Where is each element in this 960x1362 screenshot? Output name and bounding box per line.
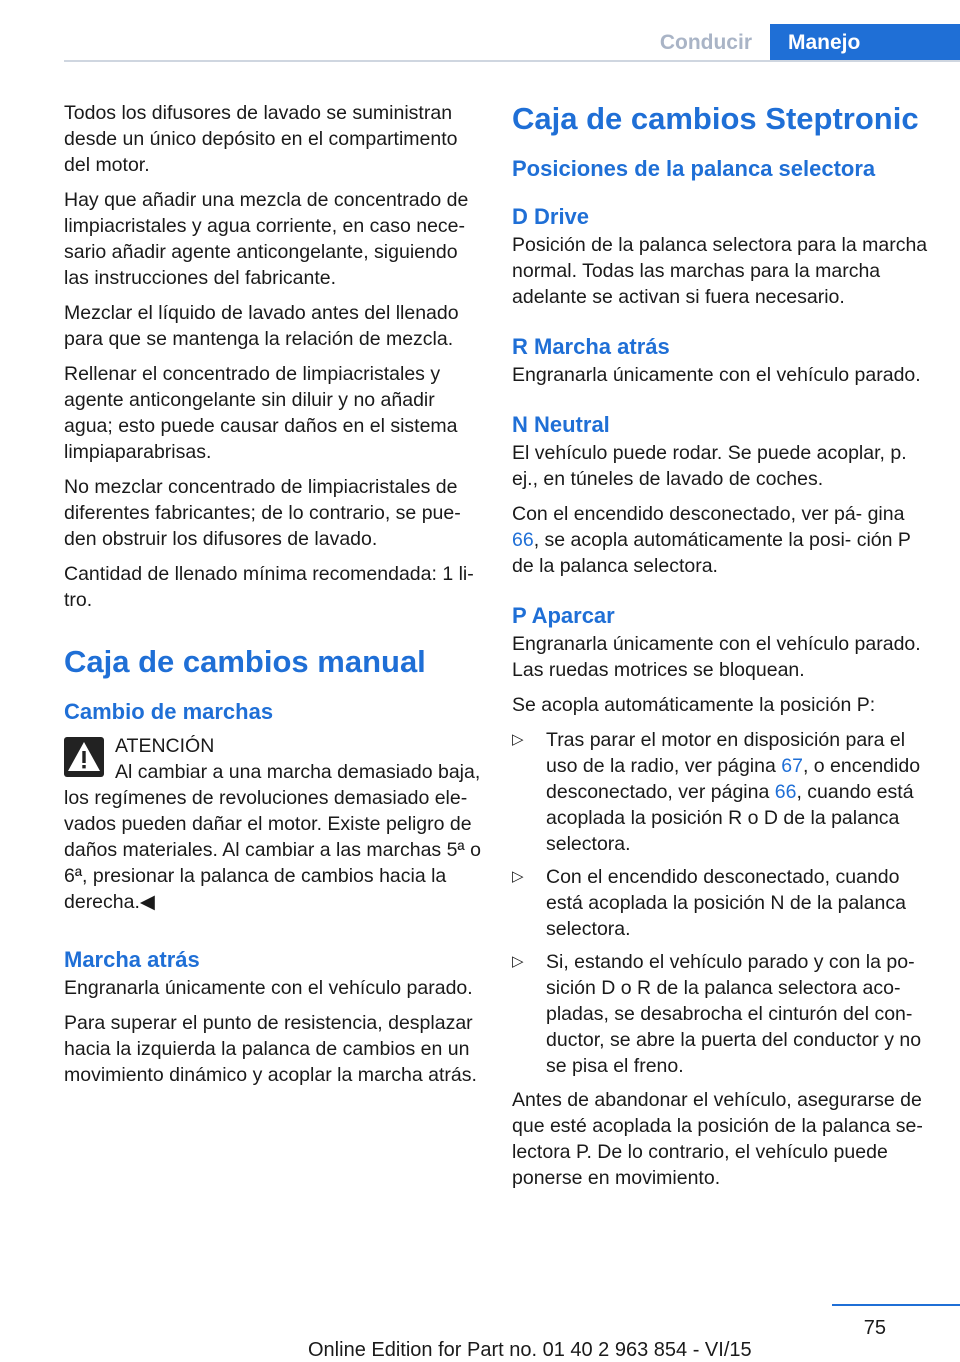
subsection-title: Posiciones de la palanca selectora	[512, 156, 876, 181]
paragraph: Antes de abandonar el vehículo, asegurarse de que esté acoplada la posición de la palanca se- lectora P. De lo contrario, el vehículo puede ponerse en movimiento.	[512, 1089, 923, 1189]
section-header	[642, 24, 960, 61]
warning-text: Al cambiar a una marcha demasiado baja, los regímenes de revoluciones demasiado ele- vados pueden dañar el motor. Existe peligro de daños materiales. Al cambiar a las marchas 5ª o 6ª, presionar la palanca de cambios hacia la derecha.◀	[64, 761, 481, 913]
list-item	[512, 727, 930, 857]
gear-title-p: P Aparcar	[512, 603, 615, 628]
subsection-title: Marcha atrás	[64, 947, 200, 972]
gear-title-r: R Marcha atrás	[512, 334, 670, 359]
text: Con el encendido desconectado, ver pá- gina	[512, 503, 905, 525]
paragraph: Todos los difusores de lavado se suministran desde un único depósito en el compartimento del motor.	[64, 102, 458, 176]
tab-manejo[interactable]: Manejo	[770, 24, 960, 61]
paragraph: Hay que añadir una mezcla de concentrado de limpiacristales y agua corriente, en caso nece- sario añadir agente anticongelante, siguiendo las instrucciones del fabricante.	[64, 189, 469, 289]
left-column	[64, 100, 482, 1097]
paragraph: Cantidad de llenado mínima recomendada: 1 li- tro.	[64, 563, 474, 611]
bullet-triangle-icon: ▷	[512, 953, 524, 970]
bullet-triangle-icon: ▷	[512, 731, 524, 748]
paragraph	[512, 501, 930, 579]
list-item	[512, 949, 930, 1079]
paragraph: Mezclar el líquido de lavado antes del llenado para que se mantenga la relación de mezcla.	[64, 302, 459, 350]
paragraph: El vehículo puede rodar. Se puede acoplar, p. ej., en túneles de lavado de coches.	[512, 442, 907, 490]
right-column	[512, 100, 930, 1200]
warning-icon	[64, 737, 104, 777]
section-title: Caja de cambios manual	[64, 644, 426, 679]
page-link[interactable]: 66	[774, 781, 797, 803]
header-divider	[64, 60, 960, 62]
text: , se acopla automáticamente la posi- ción P de la palanca selectora.	[512, 529, 911, 577]
bullet-triangle-icon: ▷	[512, 868, 524, 885]
warning-title: ATENCIÓN	[115, 735, 215, 757]
edition-footer: Online Edition for Part no. 01 40 2 963 854 - VI/15	[308, 1339, 752, 1361]
paragraph: No mezclar concentrado de limpiacristales de diferentes fabricantes; de lo contrario, se pue- den obstruir los difusores de lavado.	[64, 476, 461, 550]
bullet-list	[512, 727, 930, 1079]
paragraph: Rellenar el concentrado de limpiacristales y agente anticongelante sin diluir y no añadir agua; esto puede causar daños en el sistema limpiaparabrisas.	[64, 363, 458, 463]
paragraph: Posición de la palanca selectora para la marcha normal. Todas las marchas para la marcha adelante se activan si fuera necesario.	[512, 234, 928, 308]
warning-block	[64, 733, 482, 759]
page-number: 75	[863, 1317, 886, 1339]
text: Si, estando el vehículo parado y con la po- sición D o R de la palanca selectora aco- pladas, se desabrocha el cinturón del con- ductor, se abre la puerta del conductor y no se pisa el freno.	[546, 951, 922, 1077]
subsection-title: Cambio de marchas	[64, 699, 274, 724]
text: Tras parar el motor en disposición para el uso de la radio, ver página	[546, 729, 906, 777]
text: Con el encendido desconectado, cuando está acoplada la posición N de la palanca selectora.	[546, 866, 906, 940]
text: , o encendido desconectado, ver página	[546, 755, 921, 803]
paragraph: Engranarla únicamente con el vehículo parado.	[64, 977, 473, 999]
page-link[interactable]: 66	[512, 529, 534, 551]
paragraph: Engranarla únicamente con el vehículo parado. Las ruedas motrices se bloquean.	[512, 633, 921, 681]
text: , cuando está acoplada la posición R o D de la palanca selectora.	[546, 781, 914, 855]
paragraph: Para superar el punto de resistencia, desplazar hacia la izquierda la palanca de cambios en un movimiento dinámico y acoplar la marcha atrás.	[64, 1012, 477, 1086]
gear-title-d: D Drive	[512, 204, 590, 229]
list-item	[512, 864, 930, 942]
gear-title-n: N Neutral	[512, 412, 610, 437]
paragraph: Se acopla automáticamente la posición P:	[512, 694, 876, 716]
section-title: Caja de cambios Steptronic	[512, 101, 919, 136]
paragraph: Engranarla únicamente con el vehículo parado.	[512, 364, 921, 386]
tab-conducir[interactable]: Conducir	[642, 24, 770, 61]
footer-divider	[832, 1304, 960, 1306]
page-link[interactable]: 67	[781, 755, 803, 777]
